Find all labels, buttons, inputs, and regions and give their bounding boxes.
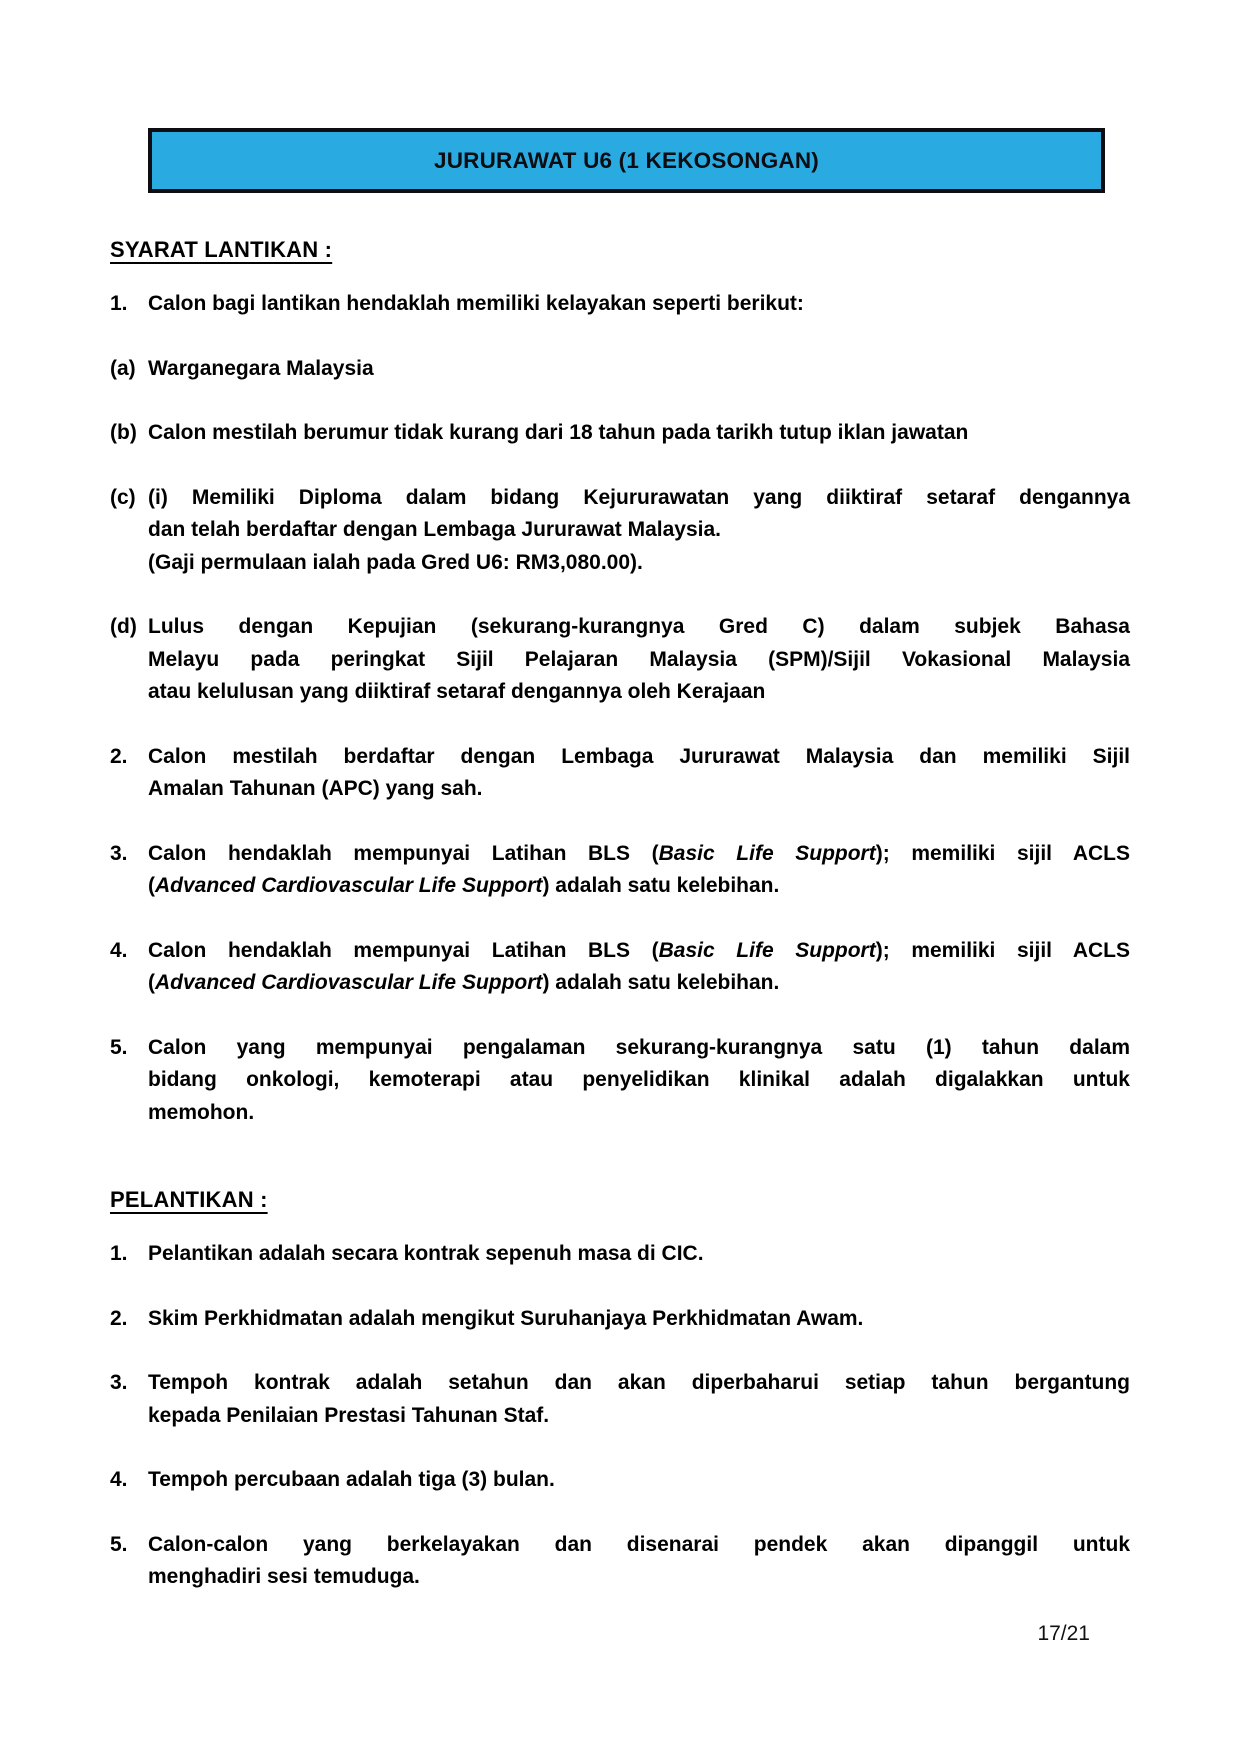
text-line (148, 353, 1130, 386)
list-item (110, 1529, 1130, 1594)
list-item (110, 838, 1130, 903)
italic-segment: Advanced Cardiovascular Life Support (155, 971, 543, 994)
section-heading-pelantikan: PELANTIKAN : (110, 1187, 268, 1212)
text-segment: Warganegara Malaysia (148, 356, 374, 380)
item-marker: (b) (110, 421, 137, 444)
text-segment: ( (148, 874, 155, 897)
list-item (110, 288, 1130, 321)
text-segment: Amalan Tahunan (APC) yang sah. (148, 777, 483, 800)
item-marker: (c) (110, 485, 136, 509)
list-item (110, 1303, 1130, 1336)
text-line (148, 741, 1130, 774)
text-line (148, 1561, 1130, 1594)
text-segment: Pelantikan adalah secara kontrak sepenuh masa di CIC. (148, 1242, 704, 1265)
text-line (148, 547, 1130, 580)
item-marker: 1. (110, 292, 128, 315)
list-item (110, 482, 1130, 580)
item-marker: 5. (110, 1035, 128, 1059)
text-line (148, 967, 1130, 1000)
text-line (148, 1400, 1130, 1433)
page-title: JURURAWAT U6 (1 KEKOSONGAN) (433, 147, 819, 173)
text-line (148, 676, 1130, 709)
title-banner (148, 128, 1105, 193)
text-segment: (Gaji permulaan ialah pada Gred U6: RM3,080.00). (148, 550, 643, 574)
text-segment: ); memiliki sijil ACLS (875, 841, 1131, 865)
text-segment: Calon mestilah berdaftar dengan Lembaga Jururawat Malaysia dan memiliki Sijil (148, 744, 1130, 768)
text-segment: ) adalah satu kelebihan. (542, 971, 780, 994)
item-marker: 4. (110, 1468, 128, 1491)
text-segment: Tempoh kontrak adalah setahun dan akan diperbaharui setiap tahun bergantung (148, 1371, 1130, 1394)
item-marker: 4. (110, 938, 128, 962)
text-segment: Calon yang mempunyai pengalaman sekurang-kurangnya satu (1) tahun dalam (148, 1035, 1130, 1059)
text-line (148, 417, 1130, 450)
text-segment: Skim Perkhidmatan adalah mengikut Suruhanjaya Perkhidmatan Awam. (148, 1306, 864, 1330)
item-marker: 1. (110, 1242, 128, 1265)
section-pelantikan (110, 1183, 1130, 1594)
text-segment: Calon bagi lantikan hendaklah memiliki kelayakan seperti berikut: (148, 292, 804, 315)
text-segment: atau kelulusan yang diiktiraf setaraf dengannya oleh Kerajaan (148, 680, 766, 703)
text-segment: ) adalah satu kelebihan. (542, 874, 780, 897)
text-line (148, 514, 1130, 547)
list-item (110, 353, 1130, 386)
text-line (148, 482, 1130, 515)
item-marker: 2. (110, 1306, 128, 1330)
text-line (148, 1529, 1130, 1562)
text-segment: Calon-calon yang berkelayakan dan disenarai pendek akan dipanggil untuk (148, 1532, 1130, 1556)
text-segment: Melayu pada peringkat Sijil Pelajaran Malaysia (SPM)/Sijil Vokasional Malaysia (148, 647, 1130, 671)
text-line (148, 288, 1130, 321)
list-item (110, 417, 1130, 450)
italic-segment: Advanced Cardiovascular Life Support (155, 874, 543, 897)
document-content (110, 233, 1130, 1626)
text-line (148, 935, 1130, 968)
list-item (110, 1367, 1130, 1432)
item-marker: 5. (110, 1532, 128, 1556)
item-marker: (a) (110, 356, 136, 380)
text-line (148, 1464, 1130, 1497)
text-segment: Calon mestilah berumur tidak kurang dari 18 tahun pada tarikh tutup iklan jawatan (148, 421, 969, 444)
item-marker: 2. (110, 744, 128, 768)
text-segment: dan telah berdaftar dengan Lembaga Jururawat Malaysia. (148, 518, 721, 541)
text-segment: ); memiliki sijil ACLS (875, 938, 1131, 962)
text-line (148, 1367, 1130, 1400)
text-line (148, 773, 1130, 806)
page-number: 17/21 (1037, 1622, 1090, 1645)
list-item (110, 611, 1130, 709)
text-segment: ( (148, 971, 155, 994)
text-segment: menghadiri sesi temuduga. (148, 1565, 420, 1588)
item-marker: 3. (110, 841, 128, 865)
italic-segment: Basic Life Support (658, 841, 876, 865)
list-item (110, 935, 1130, 1000)
item-marker: (d) (110, 615, 137, 638)
text-segment: Lulus dengan Kepujian (sekurang-kurangnya Gred C) dalam subjek Bahasa (148, 615, 1130, 638)
list-item (110, 741, 1130, 806)
text-line (148, 1303, 1130, 1336)
text-segment: bidang onkologi, kemoterapi atau penyelidikan klinikal adalah digalakkan untuk (148, 1068, 1130, 1091)
section-syarat-lantikan (110, 233, 1130, 1129)
text-segment: (i) Memiliki Diploma dalam bidang Kejururawatan yang diiktiraf setaraf dengannya (148, 485, 1130, 509)
section-heading-syarat-lantikan: SYARAT LANTIKAN : (110, 237, 333, 262)
item-marker: 3. (110, 1371, 128, 1394)
text-segment: Calon hendaklah mempunyai Latihan BLS ( (148, 841, 659, 865)
list-item (110, 1238, 1130, 1271)
text-line (148, 1238, 1130, 1271)
text-line (148, 870, 1130, 903)
text-line (148, 1064, 1130, 1097)
text-line (148, 611, 1130, 644)
text-line (148, 1032, 1130, 1065)
text-segment: kepada Penilaian Prestasi Tahunan Staf. (148, 1403, 550, 1427)
text-segment: memohon. (148, 1100, 255, 1124)
list-item (110, 1032, 1130, 1130)
italic-segment: Basic Life Support (658, 938, 876, 962)
text-line (148, 1097, 1130, 1130)
text-line (148, 644, 1130, 677)
text-segment: Tempoh percubaan adalah tiga (3) bulan. (148, 1468, 555, 1491)
list-item (110, 1464, 1130, 1497)
text-segment: Calon hendaklah mempunyai Latihan BLS ( (148, 938, 659, 962)
text-line (148, 838, 1130, 871)
